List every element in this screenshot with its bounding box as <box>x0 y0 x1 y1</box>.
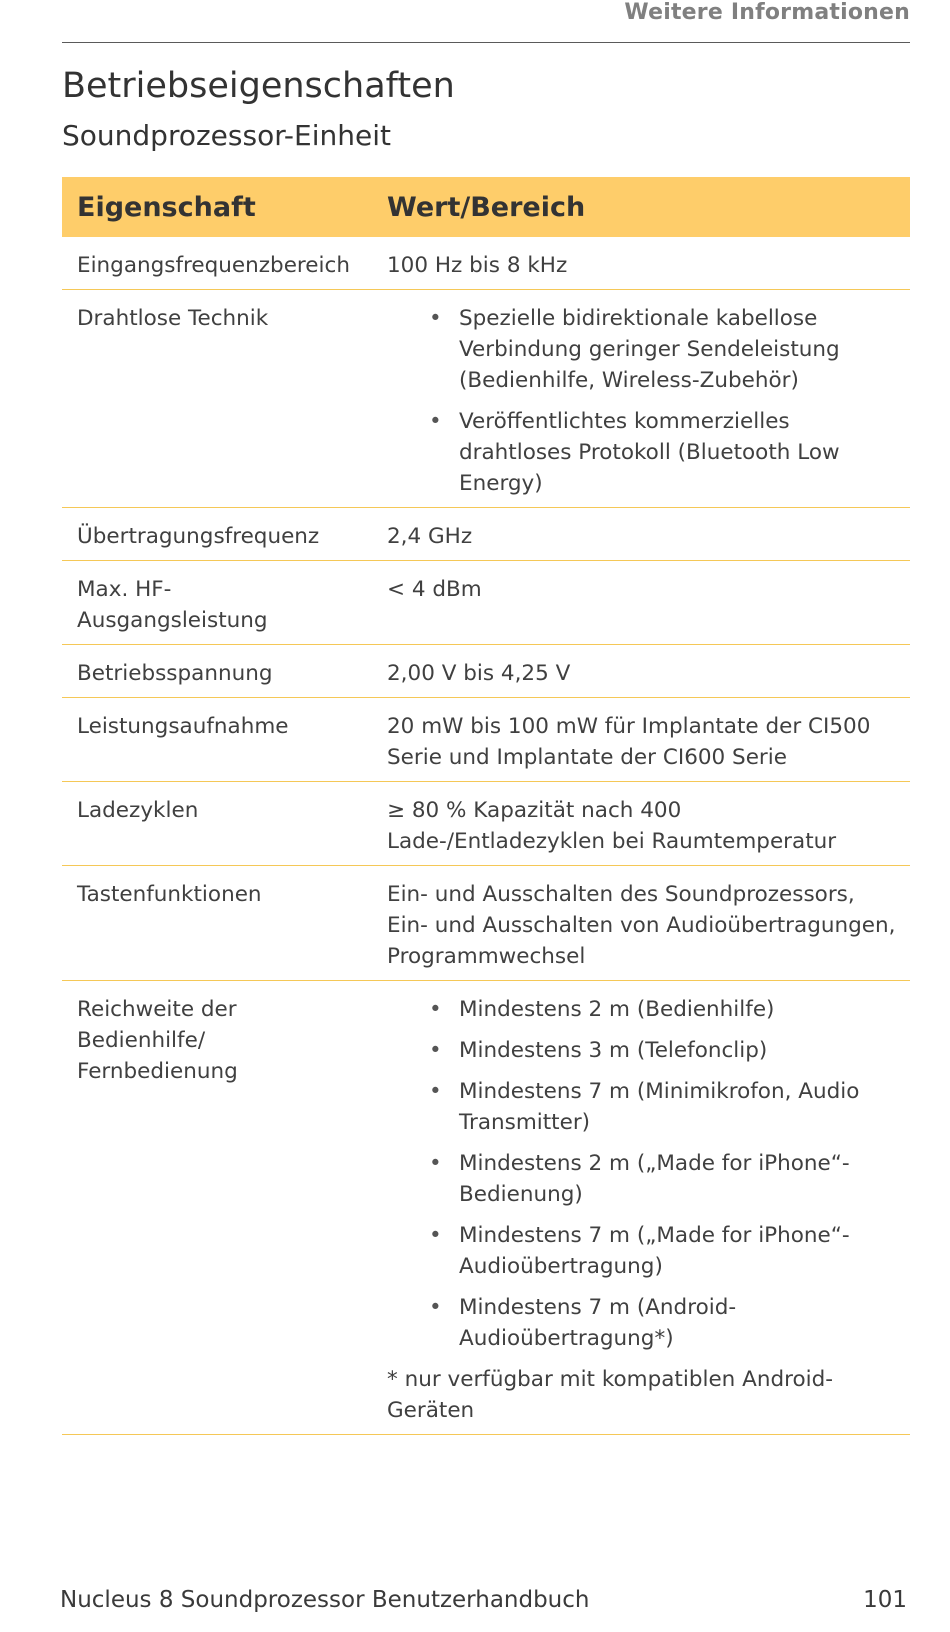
value-cell <box>372 290 910 508</box>
value-cell: 2,4 GHz <box>372 508 910 561</box>
value-cell <box>372 981 910 1435</box>
page-number: 101 <box>863 1587 907 1613</box>
column-header-property: Eigenschaft <box>62 177 372 237</box>
value-cell: < 4 dBm <box>372 561 910 645</box>
value-cell: 100 Hz bis 8 kHz <box>372 237 910 290</box>
column-header-value: Wert/Bereich <box>372 177 910 237</box>
property-cell: Eingangsfrequenzbereich <box>62 237 372 290</box>
property-cell: Betriebsspannung <box>62 645 372 698</box>
property-cell: Ladezyklen <box>62 782 372 866</box>
value-cell: Ein- und Ausschalten des Soundprozessors, Ein- und Ausschalten von Audioübertragungen, Programmwechsel <box>372 866 910 981</box>
property-cell: Drahtlose Technik <box>62 290 372 508</box>
property-cell: Leistungsaufnahme <box>62 698 372 782</box>
table-row <box>62 866 910 981</box>
bullet-item: • Veröffentlichtes kommerzielles drahtloses Protokoll (Bluetooth Low Energy) <box>443 406 902 499</box>
page-subtitle: Soundprozessor-Einheit <box>62 119 391 152</box>
table-row <box>62 645 910 698</box>
table-row <box>62 290 910 508</box>
table-row <box>62 981 910 1435</box>
property-cell: Übertragungsfrequenz <box>62 508 372 561</box>
table-header-row <box>62 177 910 237</box>
bullet-item: • Spezielle bidirektionale kabellose Verbindung geringer Sendeleistung (Bedienhilfe, Wireless-Zubehör) <box>443 303 902 396</box>
bullet-item: • Mindestens 7 m (Minimikrofon, Audio Transmitter) <box>443 1076 902 1138</box>
property-cell: Reichweite der Bedienhilfe/ Fernbedienung <box>62 981 372 1435</box>
bullet-item: • Mindestens 2 m (Bedienhilfe) <box>443 994 902 1025</box>
footer-title: Nucleus 8 Soundprozessor Benutzerhandbuch <box>60 1587 590 1613</box>
table-row <box>62 508 910 561</box>
property-cell: Tastenfunktionen <box>62 866 372 981</box>
table-row <box>62 561 910 645</box>
bullet-item: • Mindestens 7 m („Made for iPhone“-Audioübertragung) <box>443 1220 902 1282</box>
bullet-list <box>387 994 902 1354</box>
value-cell: ≥ 80 % Kapazität nach 400 Lade-/Entladezyklen bei Raumtemperatur <box>372 782 910 866</box>
bullet-item: • Mindestens 2 m („Made for iPhone“-Bedienung) <box>443 1148 902 1210</box>
table-row <box>62 237 910 290</box>
value-cell: 20 mW bis 100 mW für Implantate der CI500 Serie und Implantate der CI600 Serie <box>372 698 910 782</box>
table-row <box>62 698 910 782</box>
footnote: * nur verfügbar mit kompatiblen Android-Geräten <box>387 1367 834 1423</box>
bullet-item: • Mindestens 3 m (Telefonclip) <box>443 1035 902 1066</box>
table-row <box>62 782 910 866</box>
section-header: Weitere Informationen <box>624 0 910 25</box>
page-title: Betriebseigenschaften <box>62 66 455 106</box>
bullet-item: • Mindestens 7 m (Android-Audioübertragung*) <box>443 1292 902 1354</box>
header-rule <box>62 42 910 43</box>
value-cell: 2,00 V bis 4,25 V <box>372 645 910 698</box>
property-cell: Max. HF-Ausgangsleistung <box>62 561 372 645</box>
bullet-list <box>387 303 902 499</box>
specification-table <box>62 177 910 1435</box>
